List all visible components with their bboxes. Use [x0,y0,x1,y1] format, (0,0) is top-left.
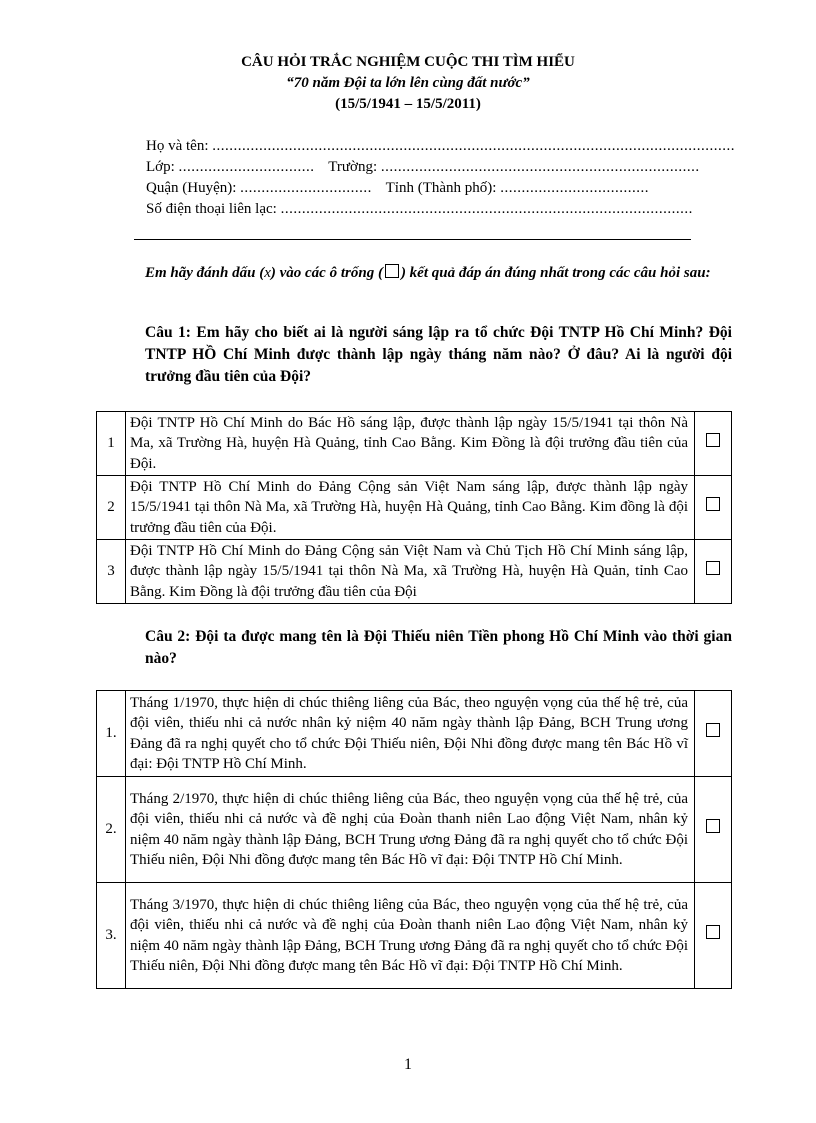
answer-text: Tháng 3/1970, thực hiện di chúc thiêng liêng của Bác, theo nguyện vọng của thế hệ trẻ, của đội viên, thiếu nhi cả nước và đề nghị của Đoàn thanh niên Lao động Việt Nam, nhân kỷ niệm 40 năm ngày thành lập Đảng, BCH Trung ương Đảng đã ra nghị quyết cho tổ chức Đội Thiếu niên, Đội Nhi đồng được mang tên Bác Hồ vĩ đại: Đội TNTP Hồ Chí Minh. [126,883,695,989]
answer-checkbox[interactable] [706,925,720,939]
question-2-answers [96,690,732,989]
answer-row [97,412,732,476]
answer-index: 3. [97,883,126,989]
answer-text: Đội TNTP Hồ Chí Minh do Đảng Cộng sản Việt Nam sáng lập, được thành lập ngày 15/5/1941 tại thôn Nà Ma, xã Trường Hà, huyện Hà Quảng, tỉnh Cao Bằng. Kim đồng là đội trưởng đầu tiên của Đội. [126,476,695,540]
checkbox-sample-icon [385,264,399,278]
answer-checkbox-cell[interactable] [695,540,732,604]
answer-index: 1. [97,691,126,777]
question-1-answers [96,411,732,604]
question-2-text: Câu 2: Đội ta được mang tên là Đội Thiếu niên Tiền phong Hồ Chí Minh vào thời gian nào? [145,628,732,667]
answer-checkbox-cell[interactable] [695,412,732,476]
answer-row [97,883,732,989]
class-blank[interactable]: ................................ [178,159,315,175]
answer-checkbox-cell[interactable] [695,883,732,989]
answer-row [97,777,732,883]
school-blank[interactable]: ........................................................................... [380,159,700,175]
instruction-part1: Em hãy đánh dấu ( [145,265,265,281]
answer-row [97,476,732,540]
answer-checkbox[interactable] [706,723,720,737]
answer-checkbox[interactable] [706,561,720,575]
class-school-row [146,157,700,178]
page-number: 1 [404,1056,412,1073]
phone-label: Số điện thoại liên lạc: [146,201,277,217]
instruction-part2: ) vào các ô trống ( [270,265,383,281]
document-title: CÂU HỎI TRẮC NGHIỆM CUỘC THI TÌM HIỂU [241,54,575,70]
school-label: Trường: [328,159,378,175]
document-dates: (15/5/1941 – 15/5/2011) [335,96,481,112]
instruction-part3: ) kết quả đáp án đúng nhất trong các câu hỏi sau: [400,265,711,281]
district-label: Quận (Huyện): [146,180,237,196]
district-blank[interactable]: ............................... [240,180,372,196]
answer-text: Đội TNTP Hồ Chí Minh do Bác Hồ sáng lập, được thành lập ngày 15/5/1941 tại thôn Nà Ma, xã Trường Hà, huyện Hà Quảng, tỉnh Cao Bằng. Kim Đồng là đội trưởng đầu tiên của Đội. [126,412,695,476]
question-2 [112,626,732,670]
answer-row [97,691,732,777]
province-label: Tỉnh (Thành phố): [385,180,497,196]
answer-index: 3 [97,540,126,604]
answer-checkbox-cell[interactable] [695,476,732,540]
answer-index: 2. [97,777,126,883]
answer-checkbox[interactable] [706,497,720,511]
province-blank[interactable]: ................................... [500,180,649,196]
question-1-text: Câu 1: Em hãy cho biết ai là người sáng lập ra tổ chức Đội TNTP Hồ Chí Minh? Đội TNTP HỒ Chí Minh được thành lập ngày tháng năm nào? Ở đâu? Ai là người đội trưởng đầu tiên của Đội? [145,324,732,385]
answer-index: 1 [97,412,126,476]
phone-blank[interactable]: ................................................................................................. [280,201,693,217]
question-1 [112,322,732,388]
instruction-mark: x [264,265,271,281]
answer-checkbox[interactable] [706,819,720,833]
name-field[interactable] [146,136,735,157]
answer-text: Tháng 1/1970, thực hiện di chúc thiêng liêng của Bác, theo nguyện vọng của thế hệ trẻ, của đội viên, thiếu nhi cả nước nhân kỷ niệm 40 năm ngày thành lập Đảng, BCH Trung ương Đảng đã ra nghị quyết cho tổ chức Đội Thiếu niên, Đội Nhi đồng được mang tên Bác Hồ vĩ đại: Đội TNTP Hồ Chí Minh. [126,691,695,777]
answer-checkbox-cell[interactable] [695,777,732,883]
answer-checkbox-cell[interactable] [695,691,732,777]
answer-row [97,540,732,604]
answer-index: 2 [97,476,126,540]
contact-form [146,136,735,220]
answer-text: Tháng 2/1970, thực hiện di chúc thiêng liêng của Bác, theo nguyện vọng của thế hệ trẻ, của đội viên, thiếu nhi cả nước và đề nghị của Đoàn thanh niên Lao động Việt Nam, nhân kỷ niệm 40 năm ngày thành lập Đảng, BCH Trung ương Đảng đã ra nghị quyết cho tổ chức Đội Thiếu niên, Đội Nhi đồng được mang tên Bác Hồ vĩ đại: Đội TNTP Hồ Chí Minh. [126,777,695,883]
class-label: Lớp: [146,159,175,175]
answer-text: Đội TNTP Hồ Chí Minh do Đảng Cộng sản Việt Nam và Chủ Tịch Hồ Chí Minh sáng lập, được thành lập ngày 15/5/1941 tại thôn Nà Ma, xã Trường Hà, huyện Hà Quản, tỉnh Cao Bằng. Kim Đồng là đội trưởng đầu tiên của Đội [126,540,695,604]
phone-field[interactable] [146,199,693,220]
name-label: Họ và tên: [146,138,209,154]
answer-checkbox[interactable] [706,433,720,447]
document-header [0,52,816,115]
document-subtitle: “70 năm Đội ta lớn lên cùng đất nước” [286,75,530,91]
instruction [112,262,732,284]
divider-line [134,239,691,240]
name-blank[interactable]: ........................................................................................................................... [212,138,735,154]
district-province-row [146,178,676,199]
